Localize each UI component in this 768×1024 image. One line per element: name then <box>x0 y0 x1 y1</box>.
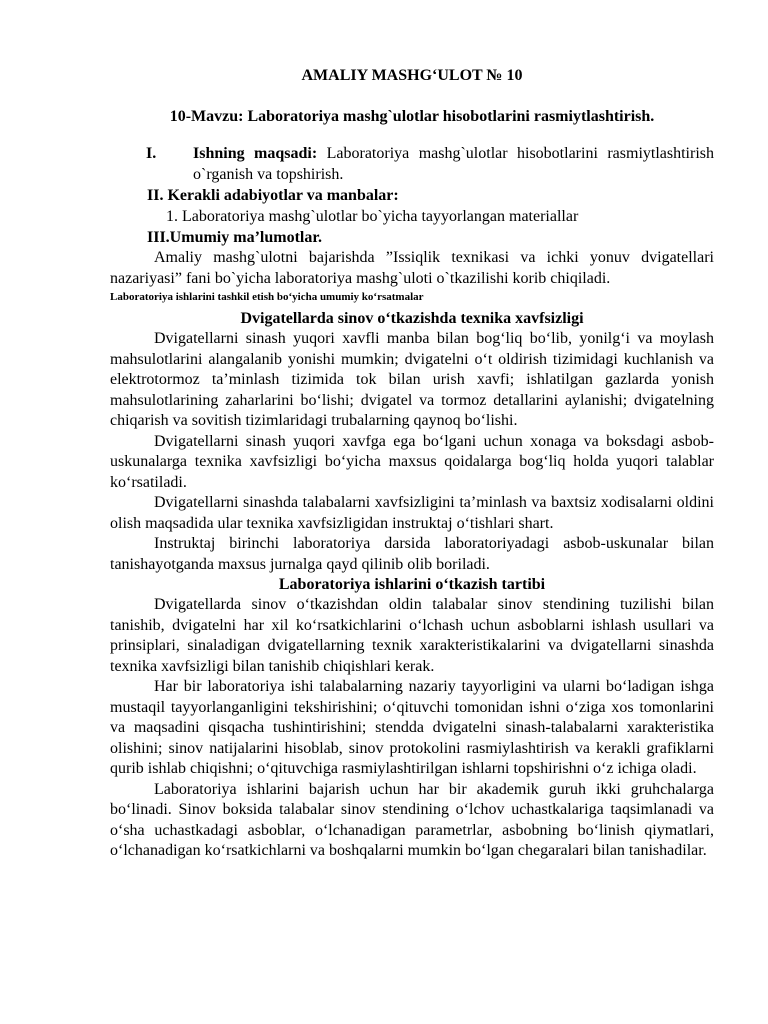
procedure-paragraph: Har bir laboratoriya ishi talabalarning nazariy tayyorligini va ularni bo‘ladigan ishga mustaqil tayyorlanganligini tekshirishini; o‘qituvchi tomonidan ishni o‘ziga xos tomonlarini va maqsadini qisqacha tushintirishini; stendda dvigatelni sinash-talabalarni xarakteristika olishini; sinov natijalarini hisoblab, sinov protokolini rasmiylashtirish va kerakli grafiklarni qurib ishlab chiqishni; o‘qituvchiga rasmiylashtirilgan ishlarni topshirishni o‘z ichiga oladi. <box>110 678 714 777</box>
safety-heading: Dvigatellarda sinov o‘tkazishda texnika xavfsizligi <box>240 310 584 327</box>
topic-heading: 10-Mavzu: Laboratoriya mashg`ulotlar hisobotlarini rasmiytlashtirish. <box>169 108 655 125</box>
section-general-intro: Amaliy mashg`ulotni bajarishda ”Issiqlik texnikasi va ichki yonuv dvigatellari nazariyasi” fani bo`yicha laboratoriya mashg`uloti o`tkazilishi korib chiqiladi. <box>110 249 714 287</box>
literature-list-item: 1. Laboratoriya mashg`ulotlar bo`yicha tayyorlangan materiallar <box>166 208 579 225</box>
section-literature-heading: II. Kerakli adabiyotlar va manbalar: <box>147 187 399 204</box>
section-goal-body <box>193 143 714 185</box>
procedure-heading: Laboratoriya ishlarini o‘tkazish tartibi <box>278 576 546 593</box>
section-goal-text: Laboratoriya mashg`ulotlar hisobotlarini rasmiytlashtirish o`rganish va topshirish. <box>193 145 715 183</box>
section-goal-label: Ishning maqsadi: <box>193 145 318 162</box>
safety-paragraph: Dvigatellarni sinash yuqori xavfga ega bo‘lgani uchun xonaga va boksdagi asbob-uskunalarga texnika xavfsizligi bo‘yicha maxsus qoidalarga bog‘liq holda yuqori talablar ko‘rsatiladi. <box>110 432 714 491</box>
safety-paragraph: Dvigatellarni sinashda talabalarni xavfsizligini ta’minlash va baxtsiz xodisalarni oldini olish maqsadida ular texnika xavfsizligidan instruktaj o‘tishlari shart. <box>110 494 714 532</box>
safety-paragraph: Instruktaj birinchi laboratoriya darsida laboratoriyadagi asbob-uskunalar bilan tanishayotganda maxsus jurnalga qayd qilinib olib boriladi. <box>110 535 714 573</box>
document-title: AMALIY MASHG‘ULOT № 10 <box>301 67 523 84</box>
procedure-paragraph: Laboratoriya ishlarini bajarish uchun har bir akademik guruh ikki gruhchalarga bo‘linadi. Sinov boksida talabalar sinov stendining o‘lchov uchastkalariga taqsimlanadi va o‘sha uchastkadagi asboblar, o‘lchanadigan parametrlar, asbobning bo‘linish qiymatlari, o‘lchanadigan ko‘rsatkichlarni va boshqalarni mumkin bo‘lgan chegaralari bilan tanishadilar. <box>110 780 714 859</box>
section-goal-number: I. <box>146 145 157 162</box>
general-instructions-heading: Laboratoriya ishlarini tashkil etish bo‘yicha umumiy ko‘rsatmalar <box>110 291 424 303</box>
section-general-heading: III.Umumiy ma’lumotlar. <box>147 229 322 246</box>
safety-paragraph: Dvigatellarni sinash yuqori xavfli manba bilan bog‘liq bo‘lib, yonilg‘i va moylash mahsulotlarini alangalanib yonishi mumkin; dvigatelni o‘t oldirish tizimidagi kuchlanish va elektrotormoz ta’minlash tizimida tok bilan urish xavfi; ishlatilgan gazlarda yonish mahsulotlarining zaharlarini bo‘lishi; dvigatel va tormoz detallarini aylanishi; dvigatelning chiqarish va sovitish tizimlaridagi trubalarning qaynoq bo‘lishi. <box>110 330 714 429</box>
procedure-paragraph: Dvigatellarda sinov o‘tkazishdan oldin talabalar sinov stendining tuzilishi bilan tanishib, dvigatelni har xil ko‘rsatkichlarini o‘lchash uchun asboblarni ishlash usullari va prinsiplari, sinaladigan dvigatellarning texnik xarakteristikalarini va dvigatellarni sinashda texnika xavfsizligi bilan tanishib chiqishlari kerak. <box>110 596 714 675</box>
section-goal <box>146 143 714 185</box>
